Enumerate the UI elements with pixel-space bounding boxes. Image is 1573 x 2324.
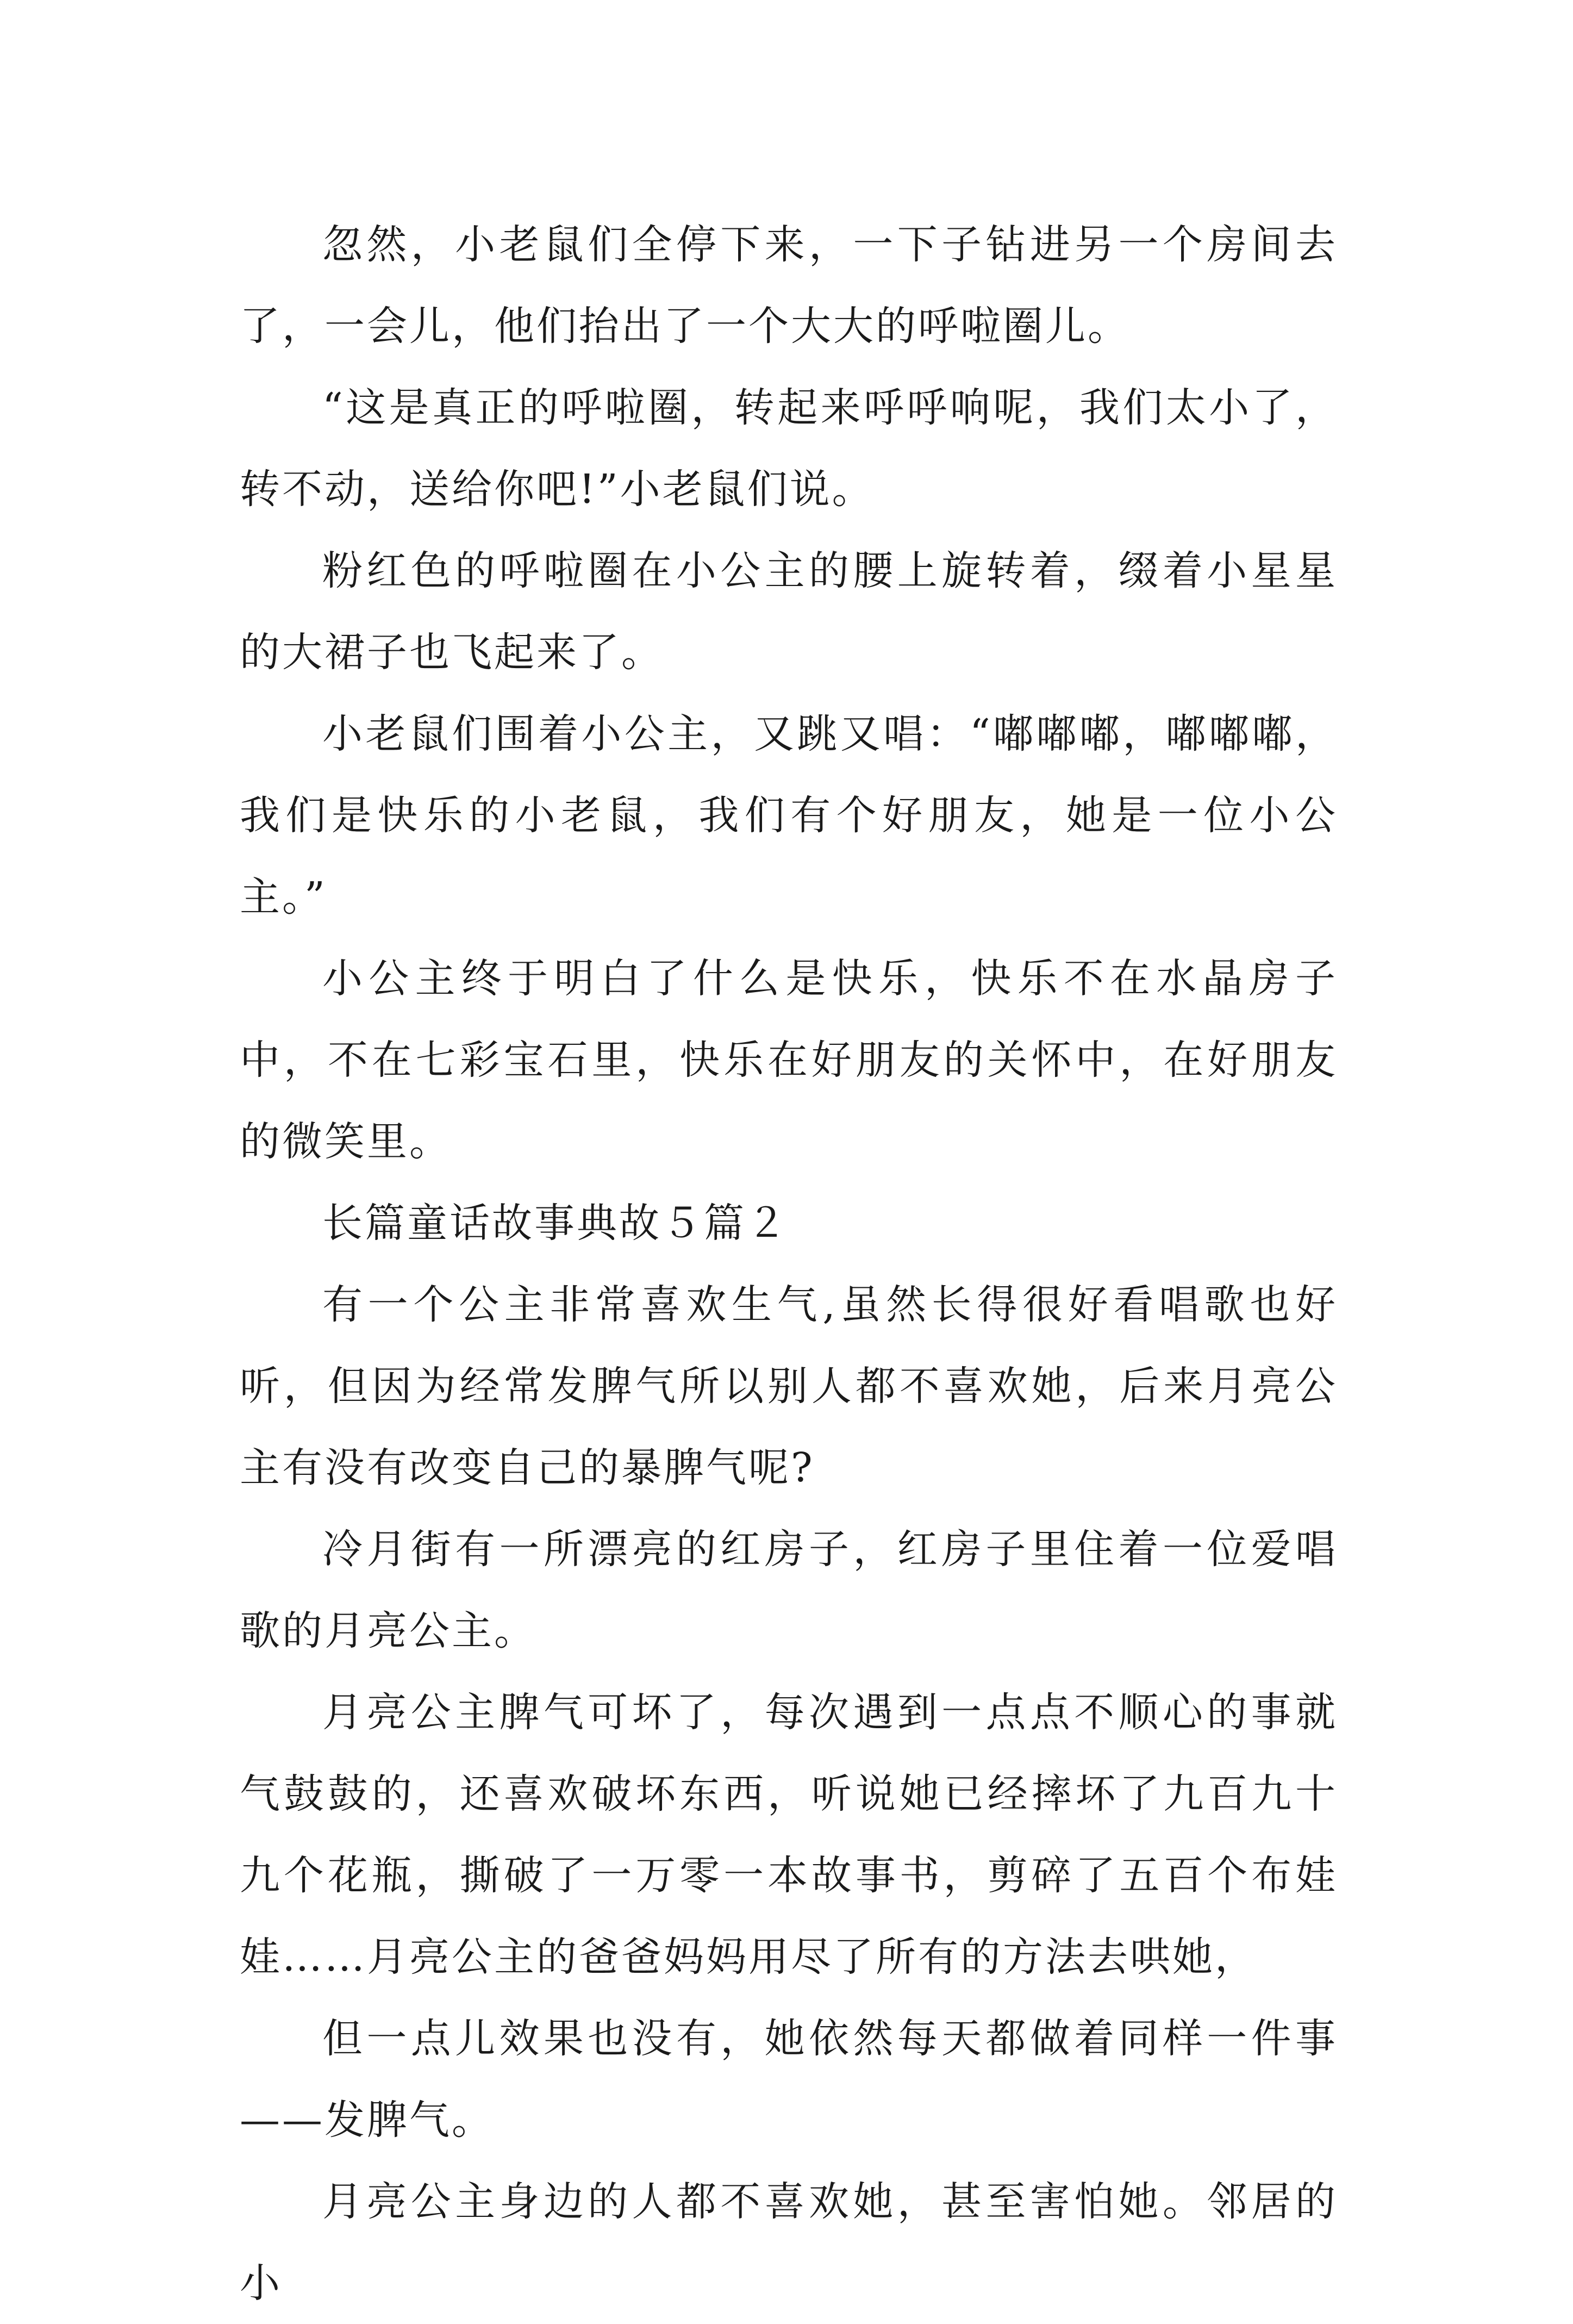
section-heading: 长篇童话故事典故５篇２: [322, 1200, 789, 1247]
paragraph: 小老鼠们围着小公主，又跳又唱：“嘟嘟嘟，嘟嘟嘟，我们是快乐的小老鼠，我们有个好朋友，她是一位小公主。”: [240, 711, 1338, 920]
paragraph: 小公主终于明白了什么是快乐，快乐不在水晶房子中，不在七彩宝石里，快乐在好朋友的关怀中，在好朋友的微笑里。: [240, 955, 1338, 1165]
paragraph: 月亮公主身边的人都不喜欢她，甚至害怕她。邻居的小: [240, 2178, 1338, 2307]
paragraph: 月亮公主脾气可坏了，每次遇到一点点不顺心的事就气鼓鼓的，还喜欢破坏东西，听说她已经摔坏了九百九十九个花瓶，撕破了一万零一本故事书，剪碎了五百个布娃娃……月亮公主的爸爸妈妈用尽了所有的方法去哄她，: [240, 1689, 1338, 1980]
paragraph: “这是真正的呼啦圈，转起来呼呼响呢，我们太小了，转不动，送给你吧!”小老鼠们说。: [240, 384, 1338, 513]
paragraph: 粉红色的呼啦圈在小公主的腰上旋转着，缀着小星星的大裙子也飞起来了。: [240, 547, 1338, 676]
paragraph: 忽然，小老鼠们全停下来，一下子钻进另一个房间去了，一会儿，他们抬出了一个大大的呼啦圈儿。: [240, 221, 1338, 350]
paragraph: 冷月街有一所漂亮的红房子，红房子里住着一位爱唱歌的月亮公主。: [240, 1526, 1338, 1654]
document-body: [240, 204, 1338, 2324]
paragraph: 有一个公主非常喜欢生气,虽然长得很好看唱歌也好听，但因为经常发脾气所以别人都不喜欢她，后来月亮公主有没有改变自己的暴脾气呢?: [240, 1281, 1338, 1491]
paragraph: 但一点儿效果也没有，她依然每天都做着同样一件事——发脾气。: [240, 2015, 1338, 2144]
